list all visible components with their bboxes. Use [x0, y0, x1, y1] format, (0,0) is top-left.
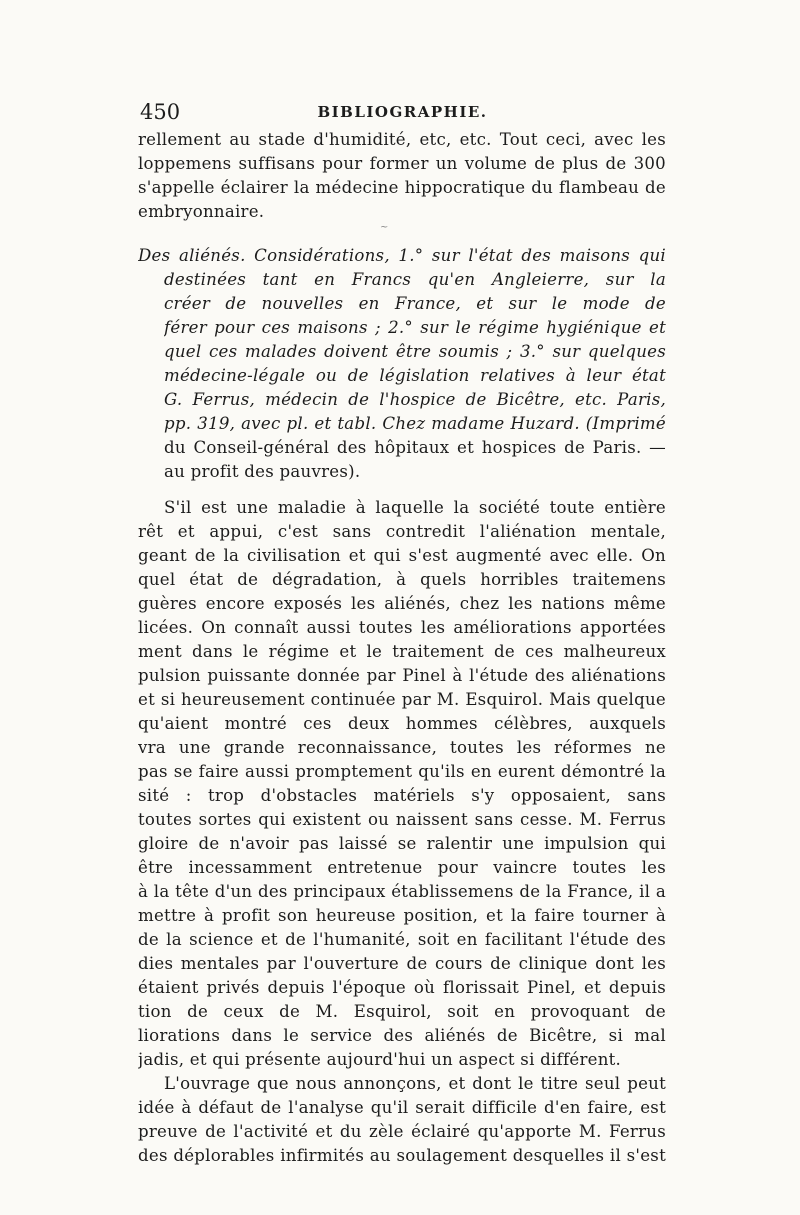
body-line: tion de ceux de M. Esquirol, soit en provoquant de: [138, 1002, 666, 1021]
body-line: des déplorables infirmités au soulagement desquelles il s'est: [138, 1146, 666, 1165]
body-line: dies mentales par l'ouverture de cours de clinique dont les: [138, 954, 666, 973]
body-line: toutes sortes qui existent ou naissent sans cesse. M. Ferrus: [138, 810, 666, 829]
entry-line: créer de nouvelles en France, et sur le mode de: [164, 294, 666, 313]
text-line: s'appelle éclairer la médecine hippocratique du flambeau de: [138, 178, 666, 197]
text-line: loppemens suffisans pour former un volume de plus de 300: [138, 154, 666, 173]
entry-line-author: G. Ferrus, médecin de l'hospice de Bicêtre, etc. Paris,: [164, 390, 666, 409]
running-head: [140, 100, 665, 124]
body-line: être incessamment entretenue pour vaincre toutes les: [138, 858, 666, 877]
body-line: ment dans le régime et le traitement de ces malheureux: [138, 642, 666, 661]
body-line: geant de la civilisation et qui s'est augmenté avec elle. On: [138, 546, 666, 565]
text-line: rellement au stade d'humidité, etc, etc. Tout ceci, avec les: [138, 130, 666, 149]
entry-line: au profit des pauvres).: [164, 462, 361, 481]
body-line: vra une grande reconnaissance, toutes les réformes ne: [138, 738, 666, 757]
body-line: rêt et appui, c'est sans contredit l'aliénation mentale,: [138, 522, 666, 541]
entry-line: Des aliénés. Considérations, 1.° sur l'état des maisons qui: [138, 246, 666, 265]
body-line: idée à défaut de l'analyse qu'il serait difficile d'en faire, est: [138, 1098, 666, 1117]
body-line: de la science et de l'humanité, soit en facilitant l'étude des: [138, 930, 666, 949]
body-line: jadis, et qui présente aujourd'hui un aspect si différent.: [138, 1050, 622, 1069]
body-line: qu'aient montré ces deux hommes célèbres, auxquels: [138, 714, 666, 733]
entry-line: férer pour ces maisons ; 2.° sur le régime hygiénique et: [164, 318, 666, 337]
body-line: étaient privés depuis l'époque où florissait Pinel, et depuis: [138, 978, 666, 997]
body-line: pas se faire aussi promptement qu'ils en eurent démontré la: [138, 762, 666, 781]
body-line: liorations dans le service des aliénés de Bicêtre, si mal: [138, 1026, 666, 1045]
body-line: preuve de l'activité et du zèle éclairé qu'apporte M. Ferrus: [138, 1122, 666, 1141]
page-number: 450: [140, 100, 181, 124]
body-line: gloire de n'avoir pas laissé se ralentir une impulsion qui: [138, 834, 666, 853]
body-line: sité : trop d'obstacles matériels s'y opposaient, sans: [138, 786, 666, 805]
body-line: et si heureusement continuée par M. Esquirol. Mais quelque: [138, 690, 666, 709]
entry-line: médecine-légale ou de législation relatives à leur état: [164, 366, 666, 385]
body-line: S'il est une maladie à laquelle la société toute entière: [164, 498, 666, 517]
entry-line: pp. 319, avec pl. et tabl. Chez madame Huzard. (Imprimé: [164, 414, 666, 433]
body-line: mettre à profit son heureuse position, et la faire tourner à: [138, 906, 666, 925]
body-line: quel état de dégradation, à quels horribles traitemens: [138, 570, 666, 589]
entry-line: du Conseil-général des hôpitaux et hospices de Paris. —: [164, 438, 666, 457]
entry-line: quel ces malades doivent être soumis ; 3.° sur quelques: [164, 342, 666, 361]
body-line: pulsion puissante donnée par Pinel à l'étude des aliénations: [138, 666, 666, 685]
running-title: BIBLIOGRAPHIE.: [317, 103, 488, 121]
body-line: licées. On connaît aussi toutes les améliorations apportées: [138, 618, 666, 637]
body-line: L'ouvrage que nous annonçons, et dont le titre seul peut: [164, 1074, 666, 1093]
section-ornament: ~: [380, 222, 389, 233]
text-line: embryonnaire.: [138, 202, 265, 221]
entry-line: destinées tant en Francs qu'en Angleierre, sur la: [164, 270, 666, 289]
body-line: à la tête d'un des principaux établissemens de la France, il a: [138, 882, 666, 901]
body-line: guères encore exposés les aliénés, chez les nations même: [138, 594, 666, 613]
